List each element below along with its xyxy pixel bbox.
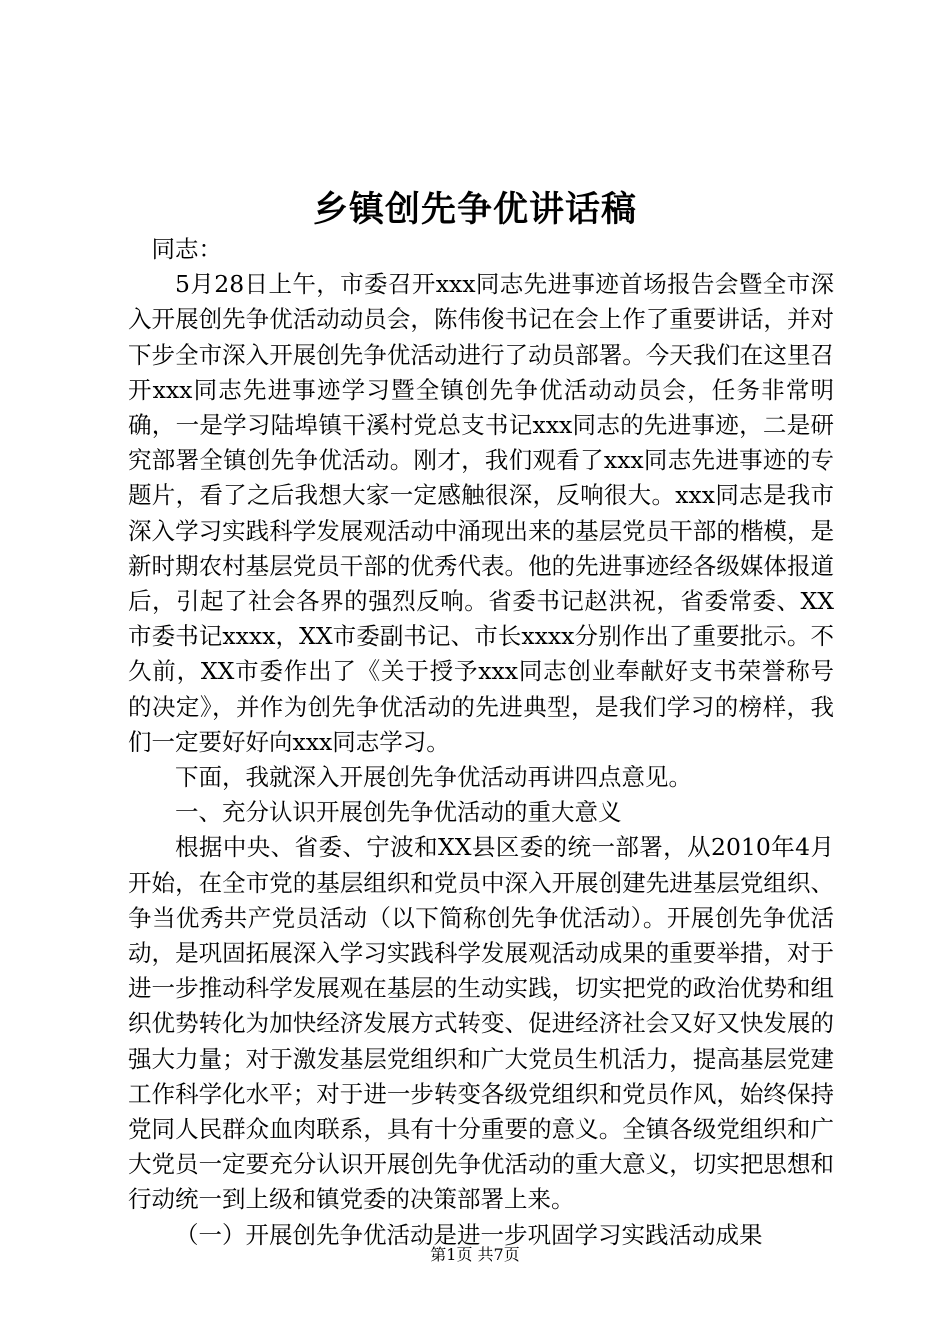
paragraph-section-1: 根据中央、省委、宁波和XX县区委的统一部署，从2010年4月开始，在全市党的基层组织和党员中深入开展创建先进基层党组织、争当优秀共产党员活动（以下简称创先争优活动）。开展创先争优活动，是巩固拓展深入学习实践科学发展观活动成果的重要举措，对于进一步推动科学发展观在基层的生动实践，切实把党的政治优势和组织优势转化为加快经济发展方式转变、促进经济社会又好又快发展的强大力量；对于激发基层党组织和广大党员生机活力，提高基层党建工作科学化水平；对于进一步转变各级党组织和党员作风，始终保持党同人民群众血肉联系，具有十分重要的意义。全镇各级党组织和广大党员一定要充分认识开展创先争优活动的重大意义，切实把思想和行动统一到上级和镇党委的决策部署上来。 [128, 833, 834, 1214]
subsection-heading-1: （一）开展创先争优活动是进一步巩固学习实践活动成果 [175, 1220, 763, 1249]
document-body [128, 232, 834, 1253]
paragraph-transition: 下面，我就深入开展创先争优活动再讲四点意见。 [175, 763, 692, 792]
section-heading-1: 一、充分认识开展创先争优活动的重大意义 [175, 798, 622, 827]
salutation: 同志： [151, 235, 222, 263]
document-title: 乡镇创先争优讲话稿 [312, 189, 637, 230]
paragraph-intro: 5月28日上午，市委召开xxx同志先进事迹首场报告会暨全市深入开展创先争优活动动员会，陈伟俊书记在会上作了重要讲话，并对下步全市深入开展创先争优活动进行了动员部署。今天我们在这里召开xxx同志先进事迹学习暨全镇创先争优活动动员会，任务非常明确，一是学习陆埠镇干溪村党总支书记xxx同志的先进事迹，二是研究部署全镇创先争优活动。刚才，我们观看了xxx同志先进事迹的专题片，看了之后我想大家一定感触很深，反响很大。xxx同志是我市深入学习实践科学发展观活动中涌现出来的基层党员干部的楷模，是新时期农村基层党员干部的优秀代表。他的先进事迹经各级媒体报道后，引起了社会各界的强烈反响。省委书记赵洪祝，省委常委、XX市委书记xxxx，XX市委副书记、市长xxxx分别作出了重要批示。不久前，XX市委作出了《关于授予xxx同志创业奉献好支书荣誉称号的决定》，并作为创先争优活动的先进典型，是我们学习的榜样，我们一定要好好向xxx同志学习。 [128, 270, 834, 756]
page-number: 第1页 共7页 [430, 1245, 520, 1264]
